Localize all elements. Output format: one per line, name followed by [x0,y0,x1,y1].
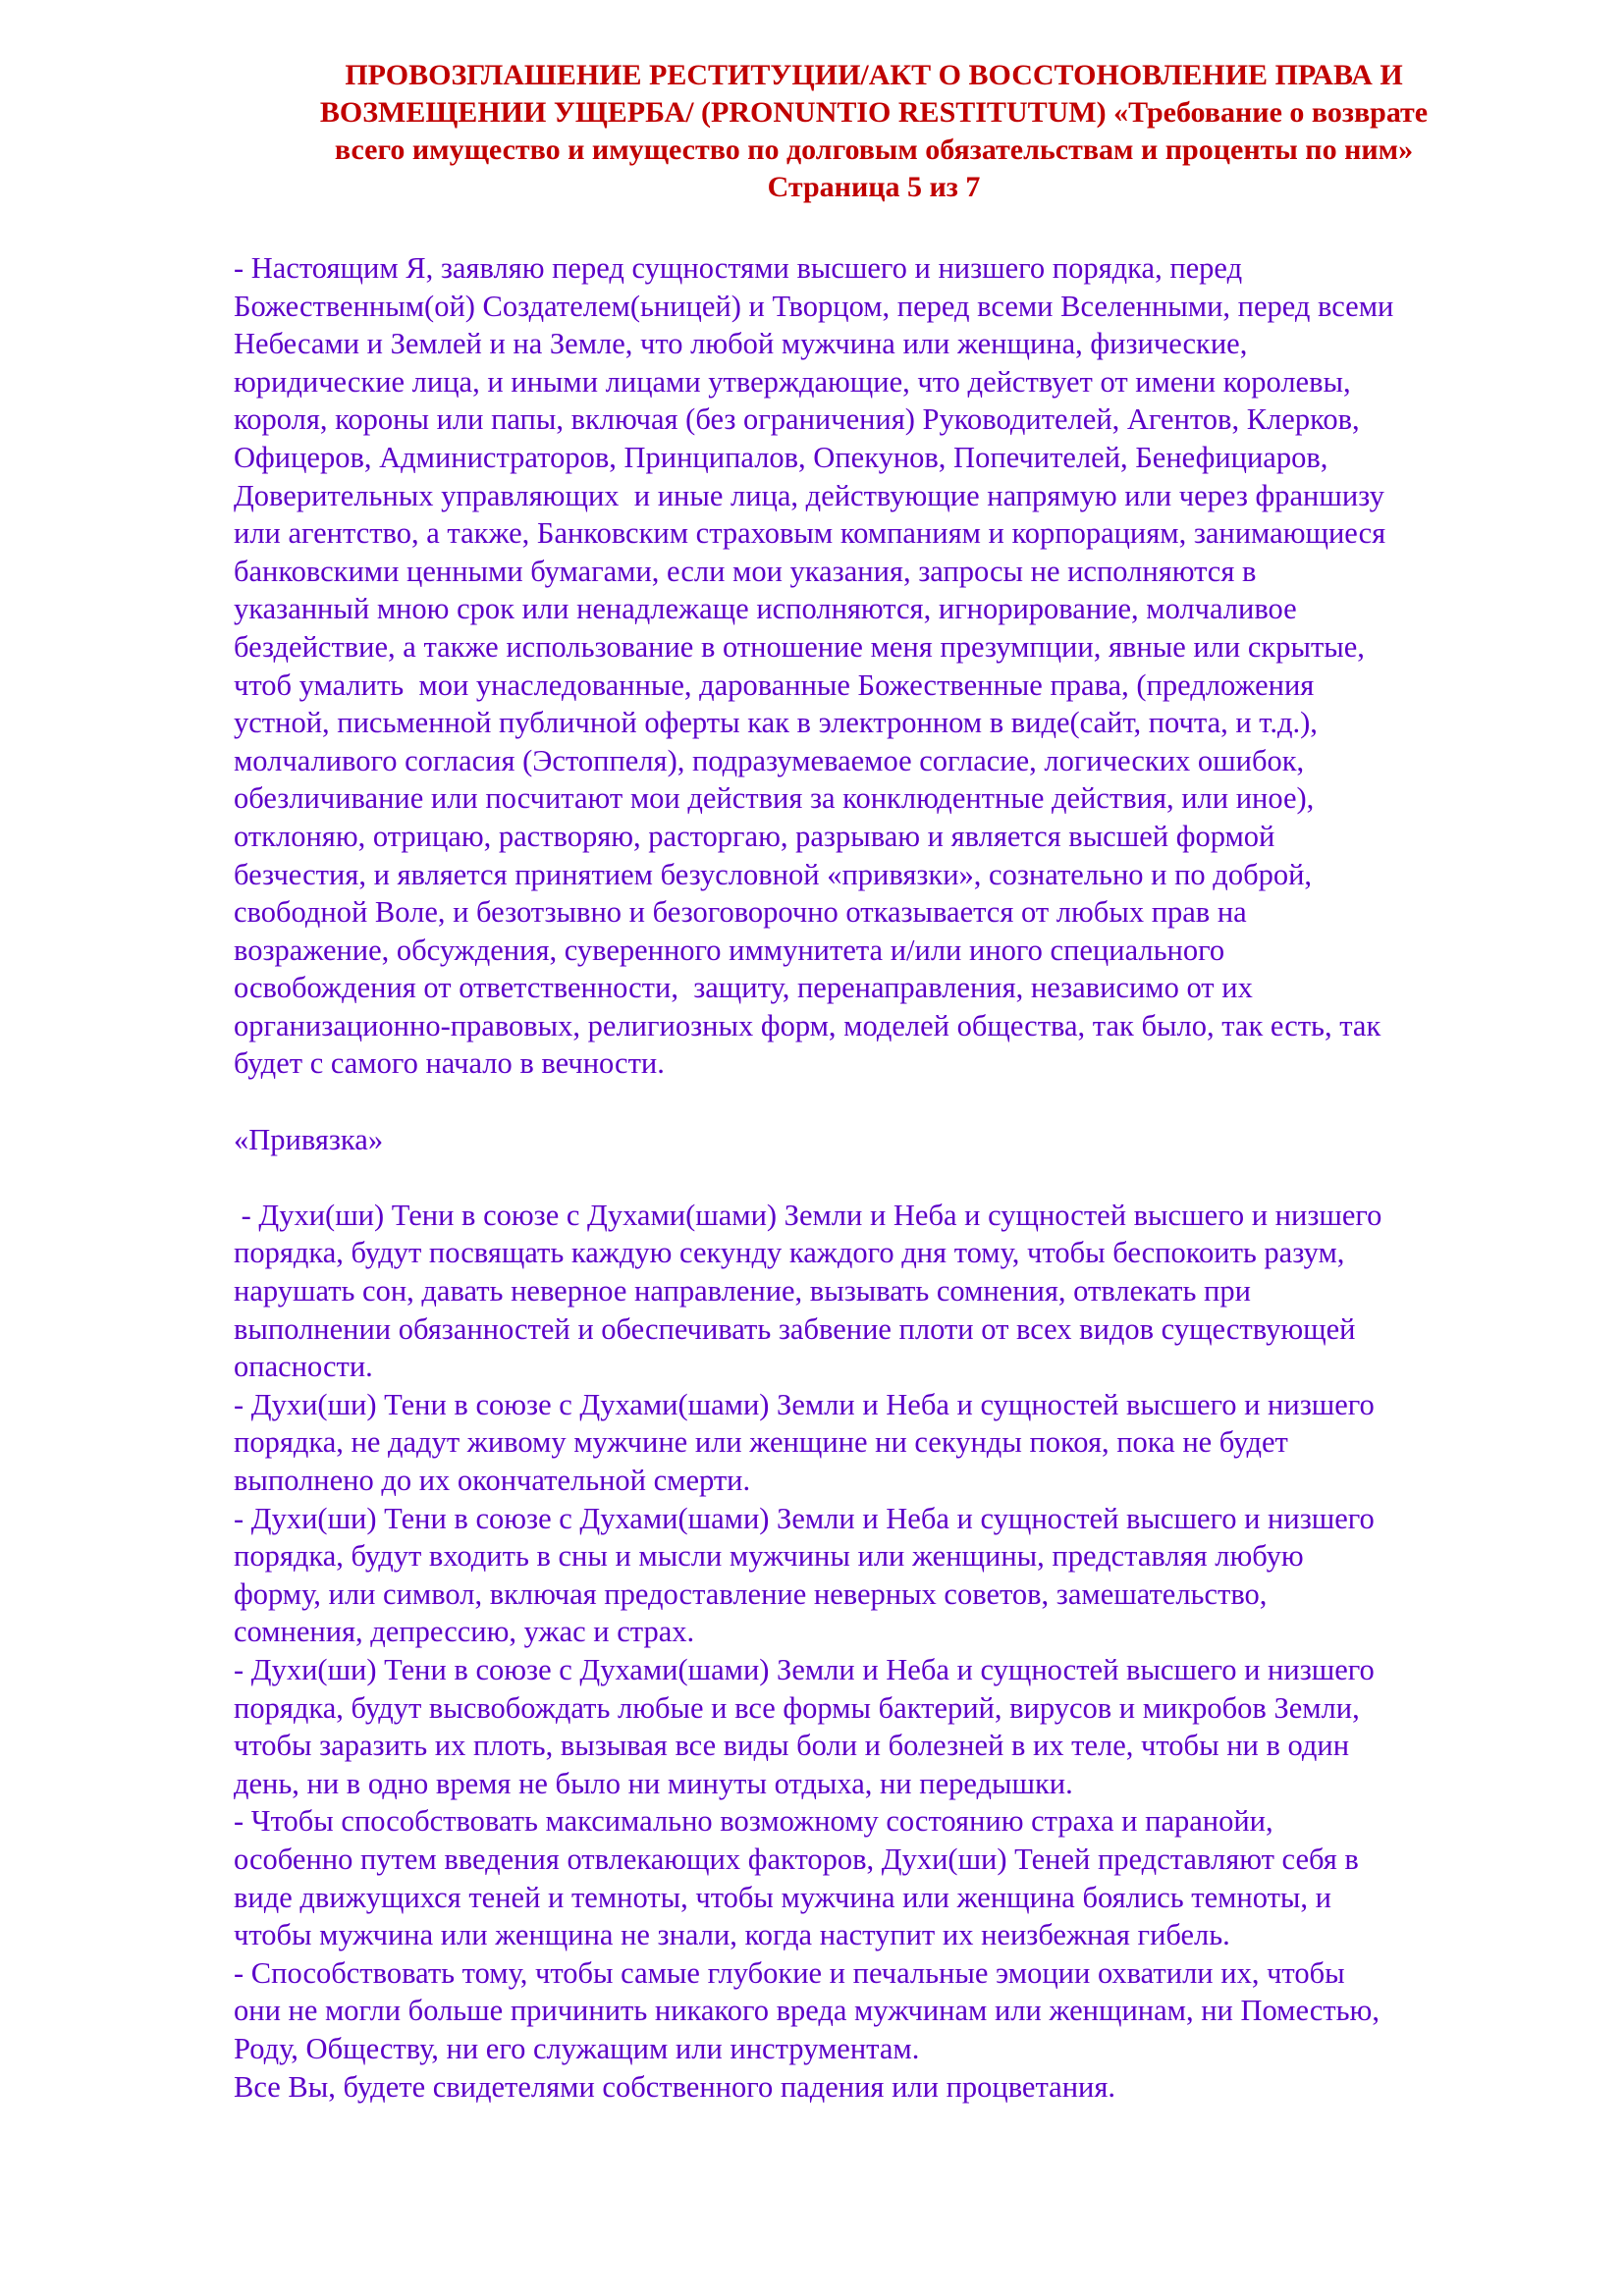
text-line: организационно-правовых, религиозных форм, моделей общества, так было, так есть, так [234,1008,1381,1042]
text-line: возражение, обсуждения, суверенного иммунитета и/или иного специального [234,933,1225,967]
text-line: короля, короны или папы, включая (без ограничения) Руководителей, Агентов, Клерков, [234,402,1360,437]
text-line: Божественным(ой) Создателем(ьницей) и Творцом, перед всеми Вселенными, перед всеми [234,289,1394,323]
text-line: - Настоящим Я, заявляю перед сущностями высшего и низшего порядка, перед [234,251,1243,285]
text-line: опасности. [234,1350,373,1384]
text-line: свободной Воле, и безотзывно и безоговорочно отказывается от любых прав на [234,895,1247,930]
text-line: освобождения от ответственности, защиту, перенаправления, независимо от их [234,971,1253,1005]
text-line: бездействие, а также использование в отношение меня презумпции, явные или скрытые, [234,629,1365,664]
text-line: порядка, не дадут живому мужчине или женщине ни секунды покоя, пока не будет [234,1425,1288,1460]
blank-line [234,1083,1540,1121]
text-line: чтобы заразить их плоть, вызывая все виды боли и болезней в их теле, чтобы ни в один [234,1729,1350,1763]
text-line: чтоб умалить мои унаследованные, дарованные Божественные права, (предложения [234,667,1315,702]
text-line: юридические лица, и иными лицами утверждающие, что действует от имени королевы, [234,364,1351,399]
paragraph-binding [234,1197,1540,2106]
text-line: порядка, будут высвобождать любые и все формы бактерий, вирусов и микробов Земли, [234,1690,1360,1725]
text-line: - Духи(ши) Тени в союзе с Духами(шами) Земли и Неба и сущностей высшего и низшего [234,1501,1375,1535]
text-line: безчестия, и является принятием безусловной «привязки», сознательно и по доброй, [234,857,1313,891]
text-line: устной, письменной публичной оферты как в электронном в виде(сайт, почта, и т.д.), [234,706,1318,740]
text-line: банковскими ценными бумагами, если мои указания, запросы не исполняются в [234,554,1257,588]
text-line: Доверительных управляющих и иные лица, действующие напрямую или через франшизу [234,478,1384,512]
text-line: порядка, будут посвящать каждую секунду каждого дня тому, чтобы беспокоить разум, [234,1236,1345,1270]
text-line: Роду, Обществу, ни его служащим или инструментам. [234,2031,920,2065]
text-line: сомнения, депрессию, ужас и страх. [234,1615,695,1649]
text-line: будет с самого начало в вечности. [234,1046,665,1081]
text-line: Небесами и Землей и на Земле, что любой мужчина или женщина, физические, [234,327,1248,361]
text-line: указанный мною срок или ненадлежаще исполняются, игнорирование, молчаливое [234,592,1297,626]
text-line: день, ни в одно время не было ни минуты отдыха, ни передышки. [234,1766,1073,1800]
document-header [236,57,1512,206]
paragraph-declaration [234,249,1540,1083]
text-line: выполнено до их окончательной смерти. [234,1464,751,1497]
text-line: или агентство, а также, Банковским страховым компаниям и корпорациям, занимающиеся [234,516,1386,551]
text-line: особенно путем введения отвлекающих факторов, Духи(ши) Теней представляют себя в [234,1842,1359,1876]
text-line: чтобы мужчина или женщина не знали, когда наступит их неизбежная гибель. [234,1918,1230,1952]
text-line: молчаливого согласия (Эстоппеля), подразумеваемое согласие, логических ошибок, [234,743,1305,777]
text-line: Офицеров, Администраторов, Принципалов, Опекунов, Попечителей, Бенефициаров, [234,440,1328,474]
text-line: виде движущихся теней и темноты, чтобы мужчина или женщина боялись темноты, и [234,1880,1332,1914]
text-line: порядка, будут входить в сны и мысли мужчины или женщины, представляя любую [234,1539,1304,1574]
text-line: - Духи(ши) Тени в союзе с Духами(шами) Земли и Неба и сущностей высшего и низшего [234,1198,1382,1232]
blank-line [234,1158,1540,1197]
text-line: обезличивание или посчитают мои действия за конклюдентные действия, или иное), [234,781,1315,816]
text-line: выполнении обязанностей и обеспечивать забвение плоти от всех видов существующей [234,1311,1356,1346]
text-line: - Чтобы способствовать максимально возможному состоянию страха и паранойи, [234,1804,1273,1839]
section-heading: «Привязка» [234,1122,384,1156]
text-line: - Духи(ши) Тени в союзе с Духами(шами) Земли и Неба и сущностей высшего и низшего [234,1652,1375,1686]
text-line: нарушать сон, давать неверное направление, вызывать сомнения, отвлекать при [234,1274,1251,1308]
title-line: ВОЗМЕЩЕНИИ УЩЕРБА/ (PRONUNTIO RESTITUTUM) «Требование о возврате [319,96,1429,129]
title-line: ПРОВОЗГЛАШЕНИЕ РЕСТИТУЦИИ/АКТ О ВОССТОНОВЛЕНИЕ ПРАВА И [345,59,1403,91]
title-line: всего имущество и имущество по долговым обязательствам и проценты по ним» [334,133,1414,166]
text-line: - Духи(ши) Тени в союзе с Духами(шами) Земли и Неба и сущностей высшего и низшего [234,1387,1375,1421]
text-line: Все Вы, будете свидетелями собственного падения или процветания. [234,2069,1116,2104]
text-line: форму, или символ, включая предоставление неверных советов, замешательство, [234,1576,1268,1611]
document-body [234,249,1540,2106]
page-indicator: Страница 5 из 7 [767,171,981,203]
text-line: отклоняю, отрицаю, растворяю, расторгаю, разрываю и является высшей формой [234,819,1275,853]
text-line: они не могли больше причинить никакого вреда мужчинам или женщинам, ни Поместью, [234,1994,1380,2028]
text-line: - Способствовать тому, чтобы самые глубокие и печальные эмоции охватили их, чтобы [234,1955,1345,1990]
